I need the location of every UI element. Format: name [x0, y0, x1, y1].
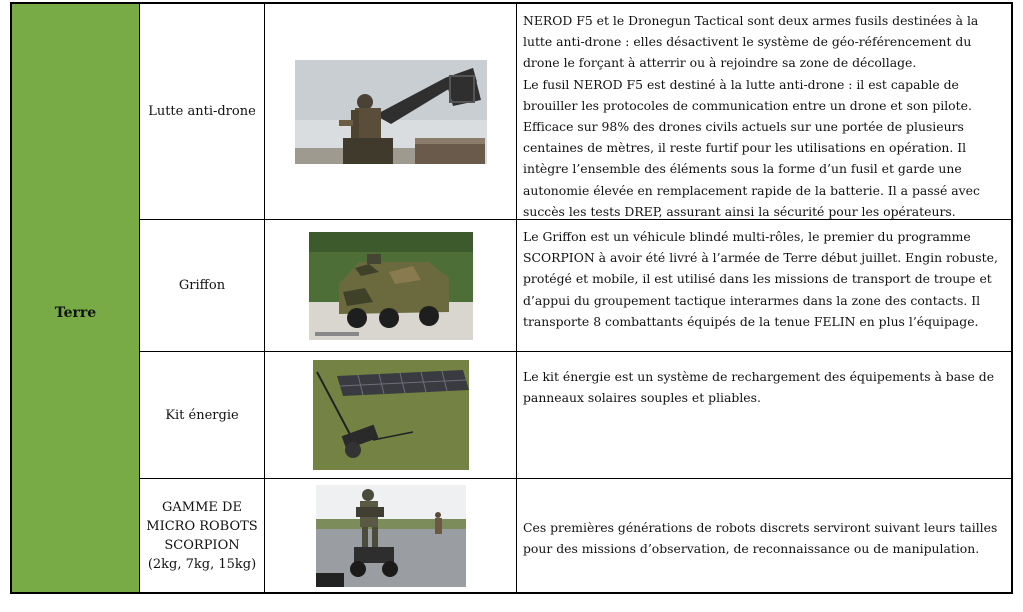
equipment-table	[10, 2, 1013, 594]
image-cell	[265, 4, 517, 219]
equipment-description	[517, 352, 1013, 478]
category-label: Terre	[54, 305, 97, 321]
soldier-drone-jammer-photo	[295, 60, 487, 164]
equipment-description	[517, 4, 1013, 219]
equipment-description	[517, 479, 1013, 592]
image-cell	[265, 352, 517, 478]
description-paragraph: Le kit énergie est un système de rechargement des équipements à base de panneaux solaires souples et pliables.	[523, 369, 995, 406]
equipment-name: Lutte anti-drone	[140, 4, 265, 219]
description-paragraph: Ces premières générations de robots discrets serviront suivant leurs tailles pour des missions d’observation, de reconnaissance ou de manipulation.	[523, 520, 998, 557]
micro-robot-photo	[316, 485, 466, 587]
equipment-description	[517, 220, 1013, 351]
table-row	[140, 352, 1013, 479]
description-paragraph: Le fusil NEROD F5 est destiné à la lutte anti-drone : il est capable de brouiller les protocoles de communication entre un drone et son pilote. Efficace sur 98% des drones civils actuels sur une portée de plusieurs centaines de mètres, il reste furtif pour les utilisations en opération. Il intègre l’ensemble des éléments sous la forme d’un fusil et garde une autonomie élevée en remplacement rapide de la batterie. Il a passé avec succès les tests DREP, assurant ainsi la sécurité pour les opérateurs.	[523, 76, 980, 219]
description-paragraph: Le Griffon est un véhicule blindé multi-rôles, le premier du programme SCORPION à avoir été livré à l’armée de Terre début juillet. Engin robuste, protégé et mobile, il est utilisé dans les missions de transport de troupe et d’appui du groupement tactique interarmes dans la zone des contacts. Il transporte 8 combattants équipés de la tenue FELIN en plus l’équipage.	[523, 229, 998, 329]
solar-panel-kit-photo	[313, 360, 469, 470]
category-cell	[12, 4, 140, 592]
equipment-name: Griffon	[140, 220, 265, 351]
table-row	[140, 220, 1013, 352]
table-row	[140, 4, 1013, 220]
armored-vehicle-photo	[309, 232, 473, 340]
table-row	[140, 479, 1013, 592]
image-cell	[265, 479, 517, 592]
equipment-name: GAMME DE MICRO ROBOTS SCORPION (2kg, 7kg, 15kg)	[140, 479, 265, 592]
equipment-name: Kit énergie	[140, 352, 265, 478]
image-cell	[265, 220, 517, 351]
description-paragraph: NEROD F5 et le Dronegun Tactical sont deux armes fusils destinées à la lutte anti-drone : elles désactivent le système de géo-référencement du drone le forçant à atterrir ou à rejoindre sa zone de décollage.	[523, 13, 979, 71]
